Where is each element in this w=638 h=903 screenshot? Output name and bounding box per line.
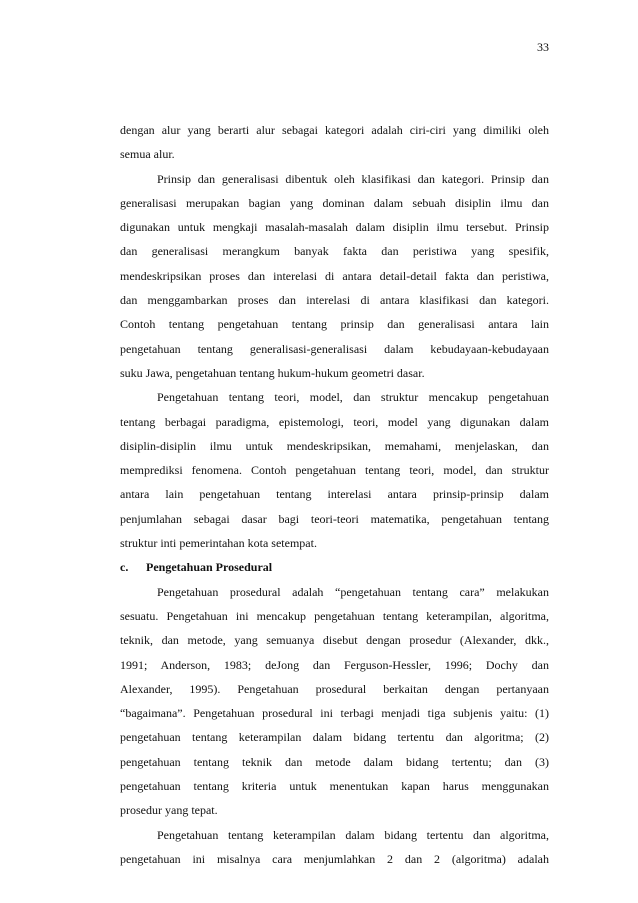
text-line: pengetahuan tentang kriteria untuk menentukan kapan harus menggunakan	[120, 779, 549, 794]
text-line: Pengetahuan tentang teori, model, dan struktur mencakup pengetahuan	[157, 390, 549, 405]
text-line: pengetahuan tentang keterampilan dalam bidang tertentu dan algoritma; (2)	[120, 730, 549, 745]
text-line: dan generalisasi merangkum banyak fakta dan peristiwa yang spesifik,	[120, 244, 549, 259]
section-heading-title: Pengetahuan Prosedural	[146, 560, 273, 575]
text-line: dan menggambarkan proses dan interelasi di antara klasifikasi dan kategori.	[120, 293, 549, 308]
paragraph	[120, 167, 549, 386]
paragraph	[120, 580, 549, 823]
text-line: semua alur.	[120, 147, 175, 162]
paragraph	[120, 823, 549, 872]
text-line: dengan alur yang berarti alur sebagai kategori adalah ciri-ciri yang dimiliki oleh	[120, 123, 549, 137]
text-line: Contoh tentang pengetahuan tentang prinsip dan generalisasi antara lain	[120, 317, 549, 332]
text-line: “bagaimana”. Pengetahuan prosedural ini terbagi menjadi tiga subjenis yaitu: (1)	[120, 706, 549, 721]
text-line: pengetahuan ini misalnya cara menjumlahkan 2 dan 2 (algoritma) adalah	[120, 851, 549, 866]
text-line: sesuatu. Pengetahuan ini mencakup pengetahuan tentang keterampilan, algoritma,	[120, 608, 549, 623]
section-heading-label: c.	[120, 560, 129, 575]
paragraph	[120, 118, 549, 167]
text-line: generalisasi merupakan bagian yang dominan dalam sebuah disiplin ilmu dan	[120, 195, 549, 210]
text-line: antara lain pengetahuan tentang interelasi antara prinsip-prinsip dalam	[120, 487, 549, 502]
section-heading	[120, 555, 549, 579]
text-line: Pengetahuan tentang keterampilan dalam bidang tertentu dan algoritma,	[157, 827, 549, 842]
page-content	[120, 118, 549, 871]
page-number: 33	[537, 40, 549, 54]
text-line: tentang berbagai paradigma, epistemologi, teori, model yang digunakan dalam	[120, 414, 549, 429]
text-line: Alexander, 1995). Pengetahuan prosedural berkaitan dengan pertanyaan	[120, 681, 549, 696]
text-line: mendeskripsikan proses dan interelasi di antara detail-detail fakta dan peristiwa,	[120, 268, 549, 283]
text-line: pengetahuan tentang generalisasi-generalisasi dalam kebudayaan-kebudayaan	[120, 341, 549, 356]
text-line: teknik, dan metode, yang semuanya disebut dengan prosedur (Alexander, dkk.,	[120, 633, 549, 648]
text-line: pengetahuan tentang teknik dan metode dalam bidang tertentu; dan (3)	[120, 754, 549, 769]
text-line: penjumlahan sebagai dasar bagi teori-teori matematika, pengetahuan tentang	[120, 511, 549, 526]
text-line: prosedur yang tepat.	[120, 803, 218, 818]
text-line: suku Jawa, pengetahuan tentang hukum-hukum geometri dasar.	[120, 365, 425, 380]
text-line: 1991; Anderson, 1983; deJong dan Ferguson-Hessler, 1996; Dochy dan	[120, 657, 549, 672]
text-line: Pengetahuan prosedural adalah “pengetahuan tentang cara” melakukan	[157, 584, 549, 599]
text-line: Prinsip dan generalisasi dibentuk oleh klasifikasi dan kategori. Prinsip dan	[157, 171, 549, 186]
paragraph	[120, 385, 549, 555]
text-line: digunakan untuk mengkaji masalah-masalah dalam disiplin ilmu tersebut. Prinsip	[120, 220, 549, 235]
text-line: struktur inti pemerintahan kota setempat.	[120, 536, 317, 551]
text-line: memprediksi fenomena. Contoh pengetahuan tentang teori, model, dan struktur	[120, 463, 549, 478]
text-line: disiplin-disiplin ilmu untuk mendeskripsikan, memahami, menjelaskan, dan	[120, 438, 549, 453]
